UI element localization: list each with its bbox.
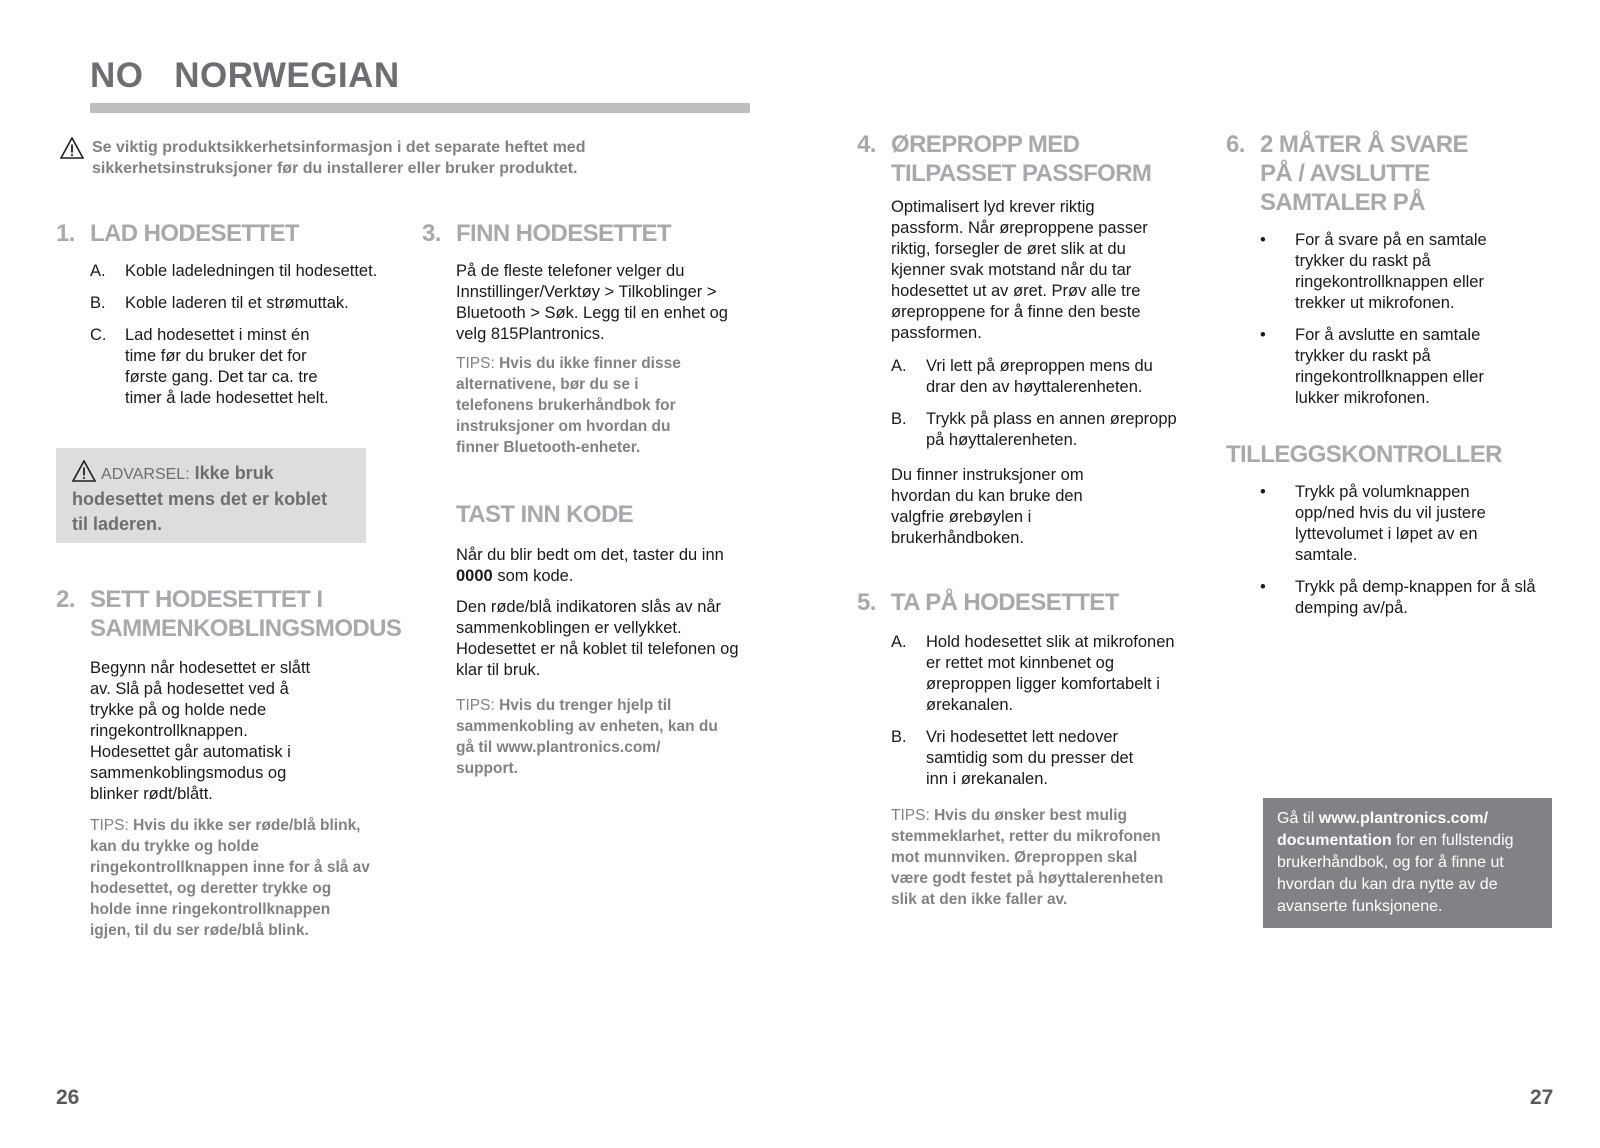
- warning-icon: [60, 137, 84, 159]
- list-item: [90, 325, 345, 409]
- page-number-right: 27: [1530, 1086, 1554, 1109]
- item-text: Trykk på demp-knappen for å slå demping av/på.: [1295, 578, 1536, 617]
- language-code: NO: [90, 56, 144, 95]
- item-text: Trykk på volumknappen opp/ned hvis du vil justere lyttevolumet i løpet av en samtale.: [1295, 483, 1486, 564]
- list-item: [1260, 230, 1515, 314]
- section-2-heading: [56, 585, 420, 643]
- code-body-post: som kode.: [497, 567, 574, 585]
- section-1-heading: [56, 219, 299, 248]
- section-3-tips: [456, 353, 716, 458]
- section-title: TA PÅ HODESETTET: [891, 589, 1119, 616]
- list-item: [1260, 482, 1530, 566]
- warning-icon: [72, 460, 96, 482]
- section-4-steps: [891, 356, 1181, 462]
- tips-label: TIPS:: [891, 807, 930, 824]
- list-item: [90, 293, 390, 314]
- item-text: For å avslutte en samtale trykker du raskt på ringekontrollknappen eller lukker mikrofonen.: [1295, 326, 1484, 407]
- list-item: [891, 409, 1181, 451]
- section-title: ØREPROPP MED TILPASSET PASSFORM: [891, 131, 1152, 187]
- documentation-text: [1277, 808, 1543, 918]
- step-marker: B.: [90, 294, 106, 312]
- section-2-tips: [90, 815, 370, 941]
- bullet: •: [1260, 578, 1266, 596]
- paragraph: Den røde/blå indikatoren slås av når sammenkoblingen er vellykket. Hodesettet er nå koblet til telefonen og klar til bruk.: [456, 598, 739, 679]
- warning-content: [72, 460, 332, 537]
- tips-label: TIPS:: [456, 697, 495, 714]
- language-name: NORWEGIAN: [174, 56, 400, 95]
- item-text: For å svare på en samtale trykker du raskt på ringekontrollknappen eller trekker ut mikrofonen.: [1295, 231, 1487, 312]
- step-marker: A.: [891, 633, 907, 651]
- tips-label: TIPS:: [456, 355, 495, 372]
- section-4-heading: [857, 130, 1181, 188]
- safety-note-text: Se viktig produktsikkerhetsinformasjon i det separate heftet med sikkerhetsinstruksjoner før du installerer eller bruker produktet.: [92, 139, 586, 177]
- step-text: Vri lett på øreproppen mens du drar den av høyttalerenheten.: [926, 357, 1153, 396]
- step-text: Koble ladeledningen til hodesettet.: [125, 262, 378, 280]
- section-number: 5.: [857, 589, 876, 616]
- section-3-body: [456, 261, 746, 355]
- paragraph: Begynn når hodesettet er slått av. Slå på hodesettet ved å trykke på og holde nede ringekontrollknappen. Hodesettet går automatisk i sammenkoblingsmodus og blinker rødt/blått.: [90, 659, 311, 803]
- doc-pre: Gå til: [1277, 810, 1315, 827]
- paragraph: [456, 545, 751, 587]
- step-text: Trykk på plass en annen ørepropp på høyttalerenheten.: [926, 410, 1177, 449]
- step-text: Vri hodesettet lett nedover samtidig som du presser det inn i ørekanalen.: [926, 728, 1134, 788]
- section-2-body: [90, 658, 325, 815]
- list-item: [891, 727, 1156, 790]
- section-6-heading: [1226, 130, 1500, 217]
- section-number: 1.: [56, 220, 75, 247]
- tips-label: TIPS:: [90, 817, 129, 834]
- section-number: 4.: [857, 131, 876, 158]
- section-number: 3.: [422, 220, 441, 247]
- section-title: TAST INN KODE: [456, 501, 634, 528]
- section-title: LAD HODESETTET: [90, 220, 299, 247]
- section-title: FINN HODESETTET: [456, 220, 672, 247]
- warning-text: Ikke bruk hodesettet mens det er koblet til laderen.: [72, 463, 328, 534]
- code-heading: [456, 500, 633, 529]
- documentation-box: [1263, 798, 1552, 928]
- warning-label: ADVARSEL:: [101, 466, 190, 483]
- list-item: [1260, 577, 1565, 619]
- section-title: 2 MÅTER Å SVARE PÅ / AVSLUTTE SAMTALER PÅ: [1260, 131, 1468, 216]
- step-marker: A.: [891, 357, 907, 375]
- code-body-pre: Når du blir bedt om det, taster du inn: [456, 546, 724, 564]
- step-marker: A.: [90, 262, 106, 280]
- section-title: TILLEGGSKONTROLLER: [1226, 441, 1502, 468]
- documentation-link[interactable]: www.plantronics.com/ documentation: [1277, 810, 1489, 849]
- tips-text: Hvis du ønsker best mulig stemmeklarhet, retter du mikrofonen mot munnviken. Øreproppen skal være godt festet på høyttalerenheten slik at den ikke faller av.: [891, 807, 1164, 908]
- page-title: [90, 56, 400, 96]
- section-5-heading: [857, 588, 1119, 617]
- step-text: Koble laderen til et strømuttak.: [125, 294, 349, 312]
- step-text: Hold hodesettet slik at mikrofonen er rettet mot kinnbenet og øreproppen ligger komfortabelt i ørekanalen.: [926, 633, 1175, 714]
- section-4-note: [891, 465, 1121, 559]
- warning-box: [56, 448, 366, 543]
- doc-post: for en fullstendig brukerhåndbok, og for å finne ut hvordan du kan dra nytte av de avanserte funksjonene.: [1277, 832, 1514, 915]
- paragraph: Optimalisert lyd krever riktig passform. Når øreproppene passer riktig, forsegler de øret slik at du kjenner svak motstand når du tar hodesettet ut av øret. Prøv alle tre øreproppene for å finne den beste passformen.: [891, 198, 1148, 342]
- paragraph: Du finner instruksjoner om hvordan du kan bruke den valgfrie ørebøylen i brukerhåndboken.: [891, 466, 1084, 547]
- section-5-tips: [891, 805, 1176, 910]
- step-text: Lad hodesettet i minst én time før du bruker det for første gang. Det tar ca. tre timer å lade hodesettet helt.: [125, 326, 329, 407]
- bullet: •: [1260, 231, 1266, 249]
- pairing-code: 0000: [456, 567, 493, 585]
- paragraph: På de fleste telefoner velger du Innstillinger/Verktøy > Tilkoblinger > Bluetooth > Søk. Legg til en enhet og velg 815Plantronics.: [456, 262, 728, 343]
- code-body: [456, 545, 751, 691]
- bullet: •: [1260, 326, 1266, 344]
- tips-text: Hvis du trenger hjelp til sammenkobling av enheten, kan du gå til www.plantronics.com/ support.: [456, 697, 718, 777]
- list-item: [1260, 325, 1515, 409]
- code-tips: [456, 695, 726, 779]
- list-item: [891, 356, 1181, 398]
- section-1-steps: [90, 261, 390, 420]
- page-number-left: 26: [56, 1086, 80, 1109]
- bullet: •: [1260, 483, 1266, 501]
- tips-text: Hvis du ikke ser røde/blå blink, kan du trykke og holde ringekontrollknappen inne for å slå av hodesettet, og deretter trykke og holde inne ringekontrollknappen igjen, til du ser røde/blå blink.: [90, 817, 370, 939]
- step-marker: B.: [891, 410, 907, 428]
- step-marker: C.: [90, 326, 107, 344]
- section-6-list: [1260, 230, 1515, 420]
- list-item: [90, 261, 390, 282]
- tips-text: Hvis du ikke finner disse alternativene, bør du se i telefonens brukerhåndbok for instruksjoner om hvordan du finner Bluetooth-enheter.: [456, 355, 681, 456]
- extra-controls-list: [1260, 482, 1565, 630]
- section-number: 6.: [1226, 131, 1245, 158]
- title-rule: [90, 103, 750, 113]
- section-title: SETT HODESETTET I SAMMENKOBLINGSMODUS: [90, 586, 402, 642]
- section-number: 2.: [56, 586, 75, 613]
- section-3-heading: [422, 219, 672, 248]
- section-5-steps: [891, 632, 1186, 801]
- safety-note: [60, 137, 700, 177]
- extra-controls-heading: [1226, 440, 1502, 469]
- list-item: [891, 632, 1186, 716]
- step-marker: B.: [891, 728, 907, 746]
- section-4-body: [891, 197, 1166, 354]
